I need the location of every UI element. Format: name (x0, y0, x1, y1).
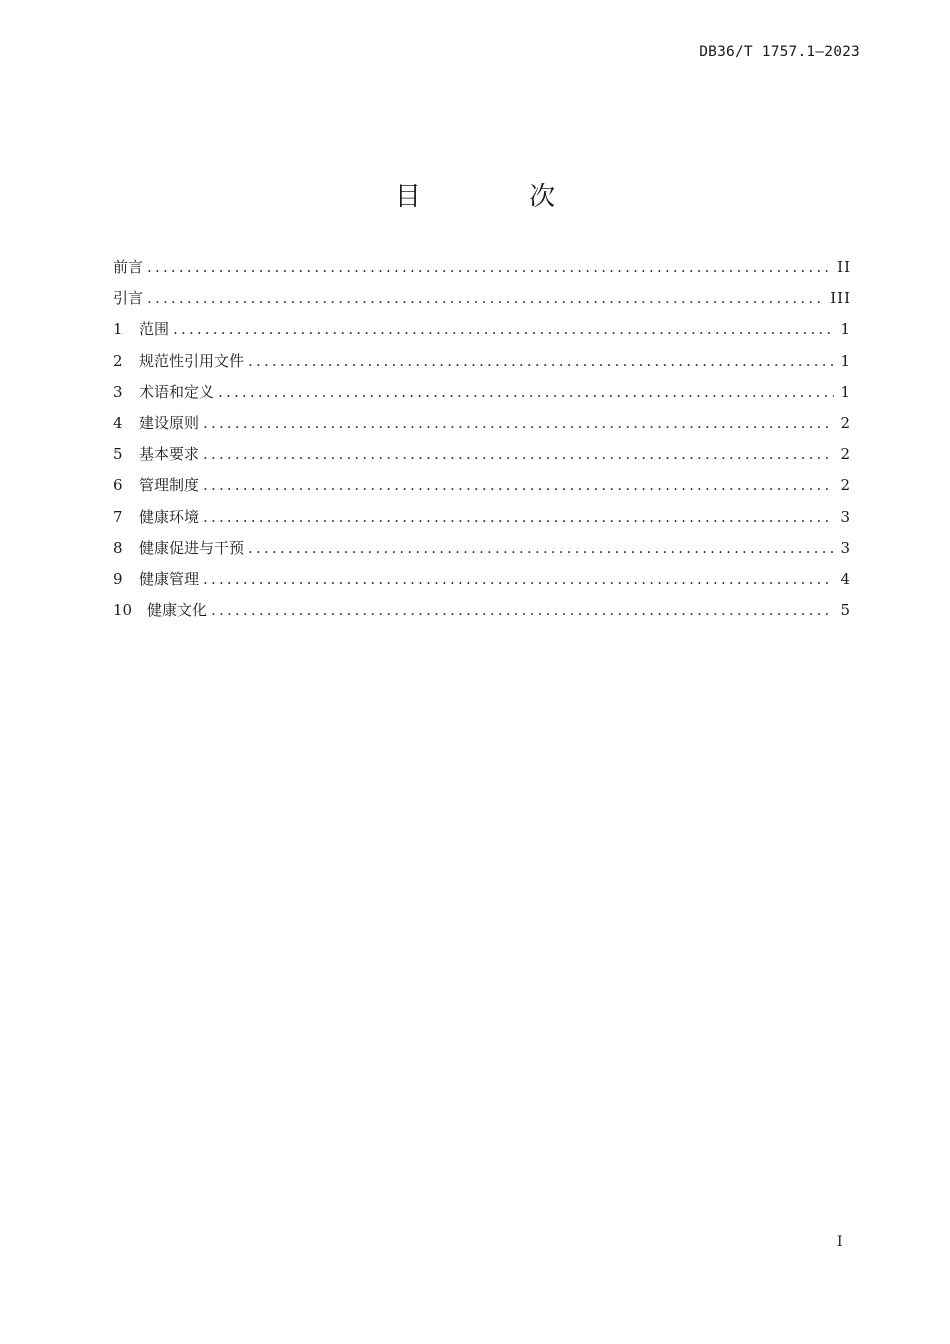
toc-leader-dots (147, 287, 824, 309)
toc-item-number: 7 (113, 507, 123, 526)
toc-item-label: 术语和定义 (139, 382, 215, 401)
toc-item-health-management[interactable] (113, 568, 851, 599)
toc-leader-dots (173, 318, 834, 340)
toc-item-label: 健康促进与干预 (139, 538, 245, 557)
toc-item-label: 管理制度 (139, 476, 200, 495)
toc-leader-dots (248, 350, 834, 372)
toc-item-page: 1 (840, 320, 851, 339)
toc-item-health-culture[interactable] (113, 599, 851, 630)
toc-item-label: 健康管理 (139, 569, 200, 588)
page-number: I (837, 1234, 843, 1250)
toc-leader-dots (218, 381, 834, 403)
toc-item-scope[interactable] (113, 318, 851, 349)
toc-leader-dots (248, 537, 834, 559)
toc-item-number: 4 (113, 413, 123, 432)
toc-leader-dots (203, 474, 834, 496)
document-code: DB36/T 1757.1—2023 (699, 44, 860, 60)
toc-item-number: 5 (113, 445, 123, 464)
toc-item-construction-principles[interactable] (113, 412, 851, 443)
toc-item-page: 5 (840, 601, 851, 620)
toc-item-health-promotion[interactable] (113, 537, 851, 568)
toc-item-foreword[interactable] (113, 256, 851, 287)
toc-item-label: 健康文化 (147, 601, 208, 620)
toc-item-management-system[interactable] (113, 474, 851, 505)
toc-item-number: 10 (113, 601, 133, 620)
toc-leader-dots (211, 599, 834, 621)
toc-item-label: 基本要求 (139, 445, 200, 464)
toc-item-page: 1 (840, 351, 851, 370)
toc-item-number: 2 (113, 351, 123, 370)
toc-item-page: 4 (840, 569, 851, 588)
page-title: 目 次 (394, 182, 606, 212)
toc-item-page: 1 (840, 382, 851, 401)
toc-item-terms-definitions[interactable] (113, 381, 851, 412)
toc-leader-dots (203, 443, 834, 465)
toc-item-page: 2 (840, 476, 851, 495)
toc-leader-dots (203, 568, 834, 590)
toc-item-label: 引言 (113, 289, 144, 308)
toc-item-label: 建设原则 (139, 413, 200, 432)
toc-item-normative-references[interactable] (113, 350, 851, 381)
toc-item-label: 健康环境 (139, 507, 200, 526)
toc-item-label: 规范性引用文件 (139, 351, 245, 370)
toc-item-label: 前言 (113, 258, 144, 276)
toc-item-health-environment[interactable] (113, 506, 851, 537)
toc-item-number: 8 (113, 538, 123, 557)
toc-item-number: 1 (113, 320, 123, 339)
toc-leader-dots (203, 506, 834, 528)
toc-item-number: 9 (113, 569, 123, 588)
toc-item-page: 2 (840, 445, 851, 464)
toc-item-page: 3 (840, 507, 851, 526)
toc-item-page: 2 (840, 413, 851, 432)
toc-leader-dots (147, 256, 831, 278)
table-of-contents (113, 256, 851, 630)
toc-item-number: 3 (113, 382, 123, 401)
toc-item-introduction[interactable] (113, 287, 851, 318)
toc-item-page: II (837, 258, 851, 276)
toc-leader-dots (203, 412, 834, 434)
toc-item-number: 6 (113, 476, 123, 495)
toc-item-page: III (830, 289, 851, 308)
toc-item-label: 范围 (139, 320, 170, 339)
toc-item-basic-requirements[interactable] (113, 443, 851, 474)
toc-item-page: 3 (840, 538, 851, 557)
